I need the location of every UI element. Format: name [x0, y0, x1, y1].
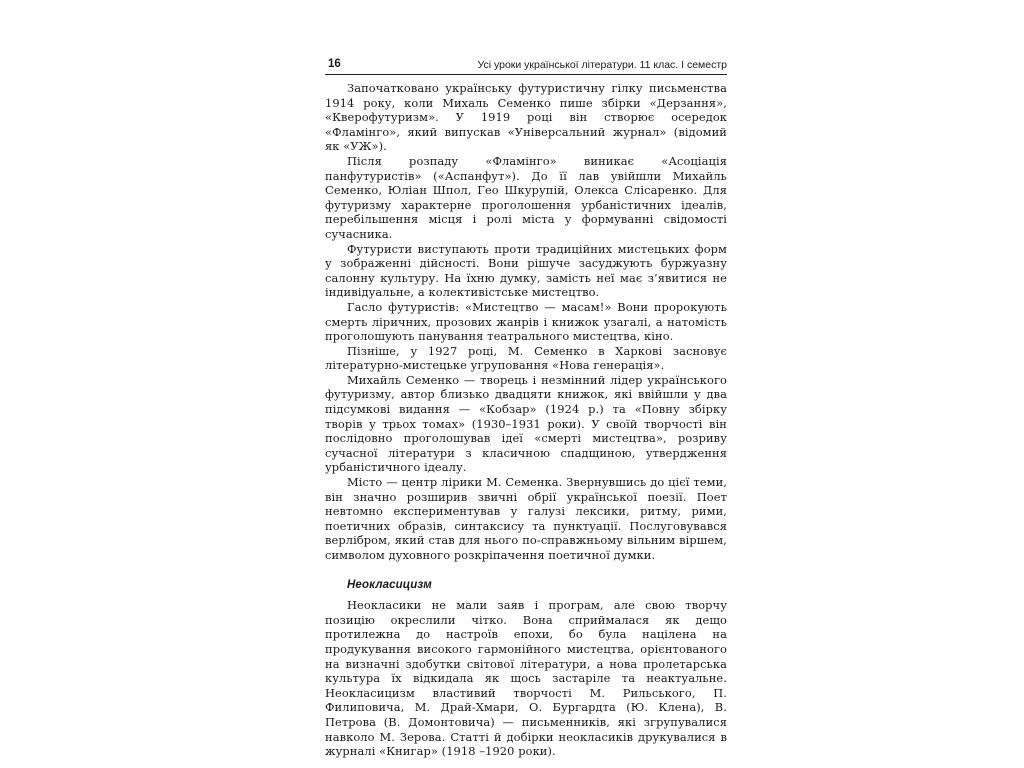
- page-header: [325, 52, 727, 75]
- paragraph: Неокласики не мали заяв і програм, але свою творчу позицію окреслили чітко. Вона сприймалася як дещо протилежна до настроїв епохи, бо була націлена на продукування високого гармонійного мистецтва, орієнтованого на визначні здобутки світової літератури, а нова пролетарська культура їх відкидала як щось застаріле та неактуальне. Неокласицизм властивий творчості М. Рильського, П. Филиповича, М. Драй-Хмари, О. Бургардта (Ю. Клена), В. Петрова (В. Домонтовича) — письменників, які згрупувалися навколо М. Зерова. Статті й добірки неокласиків друкувалися в журналі «Книгар» (1918 –1920 роки).: [325, 598, 727, 759]
- paragraph: Започатковано українську футуристичну гілку письменства 1914 року, коли Михаль Семенко пише збірки «Дерзання», «Кверофутуризм». У 1919 році він створює осередок «Фламінго», який випускав «Універсальний журнал» (відомий як «УЖ»).: [325, 81, 727, 154]
- section-heading: Неокласицизм: [347, 578, 432, 591]
- paragraph: Після розпаду «Фламінго» виникає «Асоціація панфутуристів» («Аспанфут»). До її лав увійшли Михайль Семенко, Юліан Шпол, Гео Шкурупій, Олекса Слісаренко. Для футуризму характерне проголошення урбаністичних ідеалів, перебільшення місця і ролі міста у формуванні свідомості сучасника.: [325, 153, 727, 241]
- page-number: 16: [328, 58, 341, 70]
- paragraph: Михайль Семенко — творець і незмінний лідер українського футуризму, автор близько двадцяти книжок, які ввійшли у два підсумкові видання — «Кобзар» (1924 р.) та «Повну збірку творів у трьох томах» (1930–1931 роки). У своїй творчості він послідовно проголошував ідеї «смерті мистецтва», розриву сучасної літератури з класичною спадщиною, утвердження урбаністичного ідеалу.: [325, 372, 727, 475]
- paragraph: Гасло футуристів: «Мистецтво — масам!» Вони пророкують смерть ліричних, прозових жанрів і книжок узагалі, а натомість проголошують панування театрального мистецтва, кіно.: [325, 299, 727, 344]
- paragraph: Пізніше, у 1927 році, М. Семенко в Харкові засновує літературно-мистецьке угруповання «Нова генерація».: [325, 343, 727, 373]
- running-title: Усі уроки української літератури. 11 клас. І семестр: [477, 59, 727, 71]
- page-body: [325, 81, 727, 759]
- paragraph: Місто — центр лірики М. Семенка. Звернувшись до цієї теми, він значно розширив звичні обрії української поезії. Поет невтомно експериментував у галузі лексики, ритму, рими, поетичних образів, синтаксису та пунктуації. Послуговувався верлібром, який став для нього по-справжньому вільним віршем, символом духовного розкріпачення поетичної думки.: [325, 475, 727, 562]
- book-page: [325, 52, 727, 759]
- paragraph: Футуристи виступають проти традиційних мистецьких форм у зображенні дійсності. Вони рішуче засуджують буржуазну салонну культуру. На їхню думку, замість неї має з’явитися не індивідуальне, а колективістське мистецтво.: [325, 241, 727, 300]
